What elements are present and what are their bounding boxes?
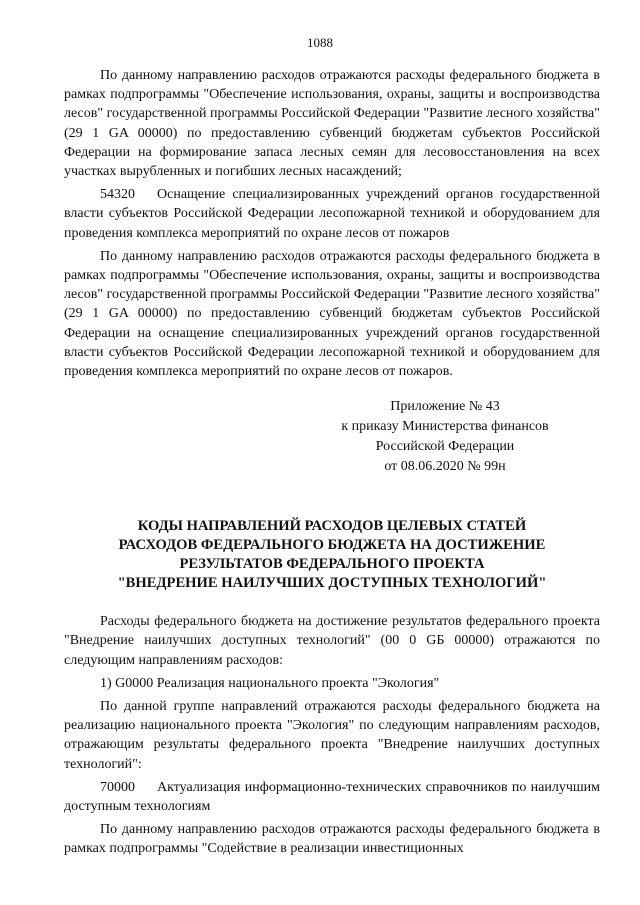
appendix-date: от 08.06.2020 № 99н [384, 459, 506, 475]
paragraph-group-description: По данной группе направлений отражаются расходы федерального бюджета на реализацию национального проекта "Экология" по следующим направлениям расходов, отражающим результаты федерального проекта "Внедрение наилучших доступных технологий": [64, 699, 600, 772]
paragraph-expense-description-3: По данному направлению расходов отражаются расходы федерального бюджета в рамках подпрограммы "Содействие в реализации инвестиционных [64, 822, 600, 857]
list-item-g0000: 1) G0000 Реализация национального проекта "Экология" [100, 675, 440, 691]
section-title [64, 517, 600, 593]
expense-title: Актуализация информационно-технических справочников по наилучшим доступным технологиям [64, 779, 600, 815]
expense-code: 54320 [100, 187, 135, 203]
title-line-1: КОДЫ НАПРАВЛЕНИЙ РАСХОДОВ ЦЕЛЕВЫХ СТАТЕЙ [137, 518, 527, 535]
page-number: 1088 [307, 35, 333, 50]
expense-title: Оснащение специализированных учреждений органов государственной власти субъектов Российской Федерации лесопожарной техникой и оборудованием для проведения комплекса мероприятий по охране лесов от пожаров [64, 187, 600, 241]
appendix-federation: Российской Федерации [375, 439, 515, 455]
paragraph-expense-description-1: По данному направлению расходов отражаются расходы федерального бюджета в рамках подпрограммы "Обеспечение использования, охраны, защиты и воспроизводства лесов" государственной программы Российской Федерации "Развитие лесного хозяйства" (29 1 GA 00000) по предоставлению субвенций бюджетам субъектов Российской Федерации на формирование запаса лесных семян для лесовосстановления на всех участках вырубленных и погибших лесных насаждений; [64, 68, 600, 180]
appendix-block [64, 397, 600, 477]
expense-entry-70000 [64, 778, 600, 816]
title-line-2: РАСХОДОВ ФЕДЕРАЛЬНОГО БЮДЖЕТА НА ДОСТИЖЕНИЕ [118, 537, 546, 554]
appendix-order-ref: к приказу Министерства финансов [341, 419, 549, 435]
title-line-3: РЕЗУЛЬТАТОВ ФЕДЕРАЛЬНОГО ПРОЕКТА [179, 556, 485, 573]
expense-code: 70000 [100, 779, 135, 795]
title-line-4: "ВНЕДРЕНИЕ НАИЛУЧШИХ ДОСТУПНЫХ ТЕХНОЛОГИЙ" [117, 575, 547, 592]
appendix-number: Приложение № 43 [390, 399, 500, 415]
paragraph-expense-description-2: По данному направлению расходов отражаются расходы федерального бюджета в рамках подпрограммы "Обеспечение использования, охраны, защиты и воспроизводства лесов" государственной программы Российской Федерации "Развитие лесного хозяйства" (29 1 GA 00000) по предоставлению субвенций бюджетам субъектов Российской Федерации на оснащение специализированных учреждений органов государственной власти субъектов Российской Федерации лесопожарной техникой и оборудованием для проведения комплекса мероприятий по охране лесов от пожаров. [64, 248, 600, 380]
expense-entry-54320 [64, 185, 600, 243]
paragraph-intro: Расходы федерального бюджета на достижение результатов федерального проекта "Внедрение наилучших доступных технологий" (00 0 GБ 00000) отражаются по следующим направлениям расходов: [64, 614, 600, 668]
document-body [64, 66, 600, 863]
